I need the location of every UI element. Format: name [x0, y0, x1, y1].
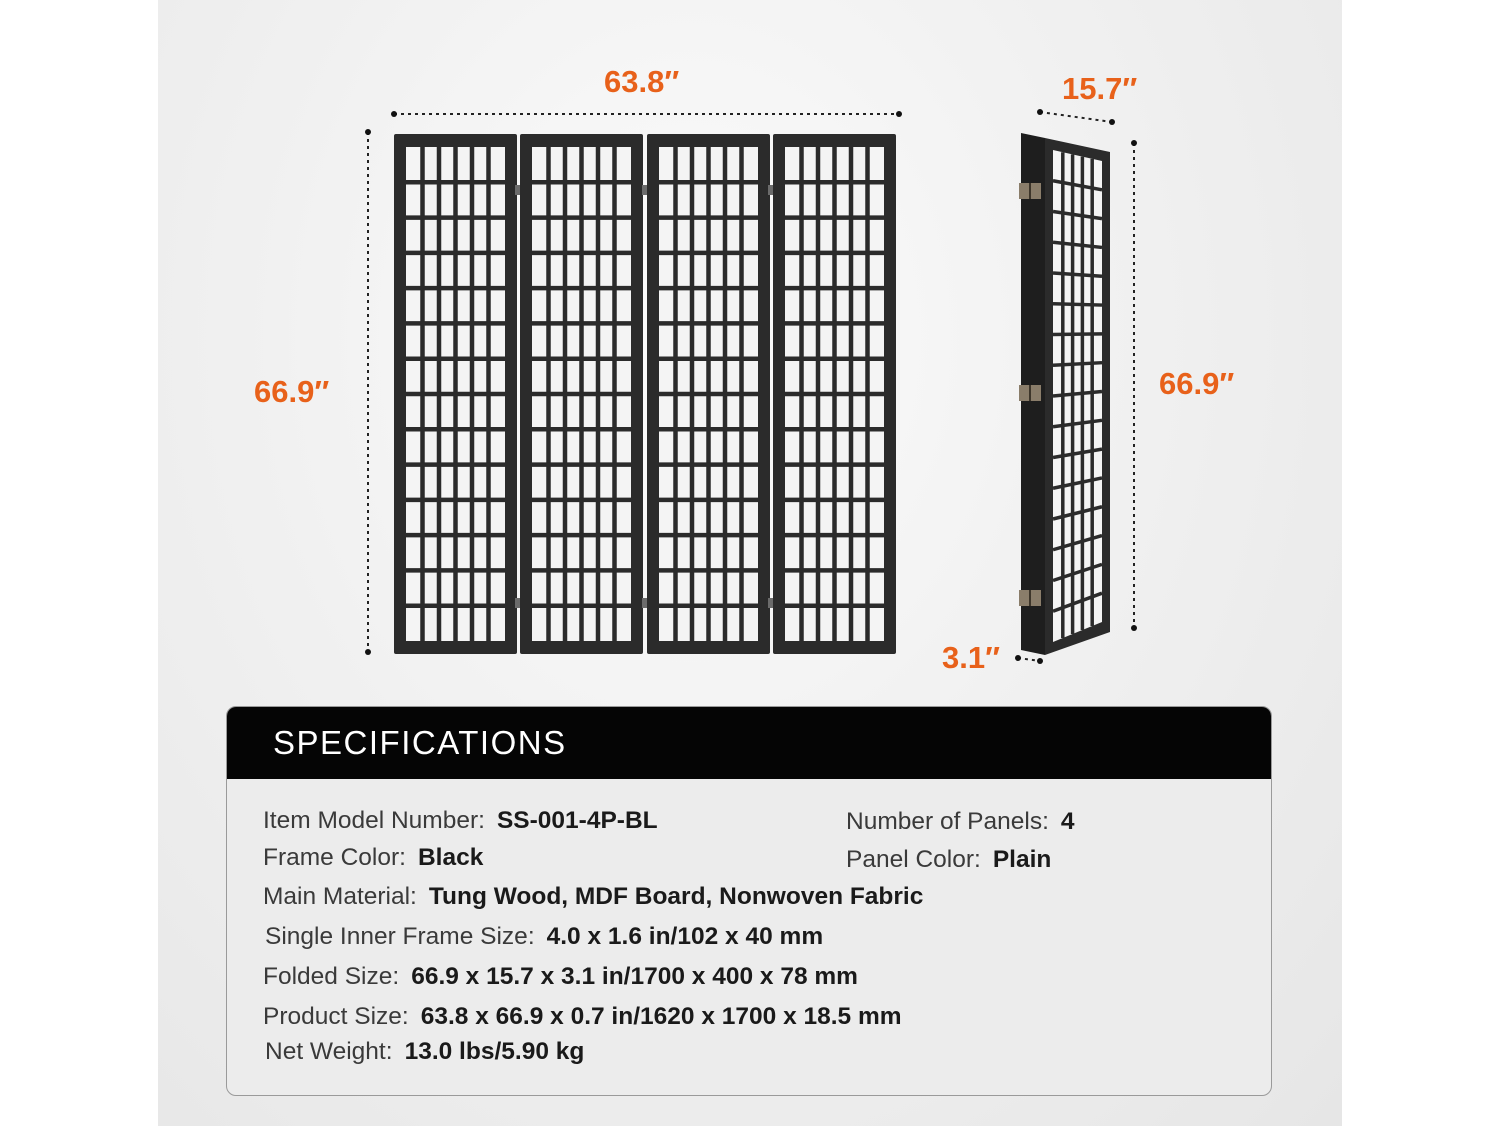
spec-label: Item Model Number:	[263, 807, 485, 834]
spec-value: 66.9 x 15.7 x 3.1 in/1700 x 400 x 78 mm	[411, 963, 858, 990]
spec-row-net-weight	[265, 1038, 584, 1066]
spec-value: 63.8 x 66.9 x 0.7 in/1620 x 1700 x 18.5 mm	[420, 1003, 902, 1030]
spec-value: 13.0 lbs/5.90 kg	[404, 1038, 585, 1065]
spec-row-panel-color	[846, 846, 1051, 874]
height-dimension-label-right: 66.9″	[1159, 366, 1235, 401]
spec-row-product-size	[263, 1003, 902, 1031]
spec-label: Number of Panels:	[846, 808, 1049, 835]
spec-label: Frame Color:	[263, 844, 406, 871]
height-dimension-label-left: 66.9″	[254, 374, 330, 409]
spec-value: 4.0 x 1.6 in/102 x 40 mm	[546, 923, 824, 950]
spec-value: SS-001-4P-BL	[496, 807, 658, 834]
spec-label: Net Weight:	[265, 1038, 393, 1065]
spec-value: Plain	[992, 846, 1052, 873]
specifications-title: SPECIFICATIONS	[273, 724, 567, 761]
spec-row-folded-size	[263, 963, 858, 991]
folded-width-dimension-label: 15.7″	[1062, 71, 1138, 106]
spec-row-frame-color	[263, 844, 483, 872]
specifications-header	[227, 707, 1271, 779]
spec-row-number-of-panels	[846, 808, 1075, 836]
spec-label: Single Inner Frame Size:	[265, 923, 535, 950]
spec-row-inner-frame-size	[265, 923, 823, 951]
width-dimension-label: 63.8″	[604, 64, 680, 99]
spec-value: Black	[417, 844, 484, 871]
spec-label: Panel Color:	[846, 846, 981, 873]
thickness-dimension-label: 3.1″	[942, 640, 1000, 675]
spec-label: Folded Size:	[263, 963, 400, 990]
spec-label: Main Material:	[263, 883, 417, 910]
spec-row-model-number	[263, 807, 658, 835]
spec-value: Tung Wood, MDF Board, Nonwoven Fabric	[428, 883, 924, 910]
spec-label: Product Size:	[263, 1003, 409, 1030]
specifications-card	[226, 706, 1272, 1096]
spec-value: 4	[1060, 808, 1075, 835]
spec-row-main-material	[263, 883, 923, 911]
